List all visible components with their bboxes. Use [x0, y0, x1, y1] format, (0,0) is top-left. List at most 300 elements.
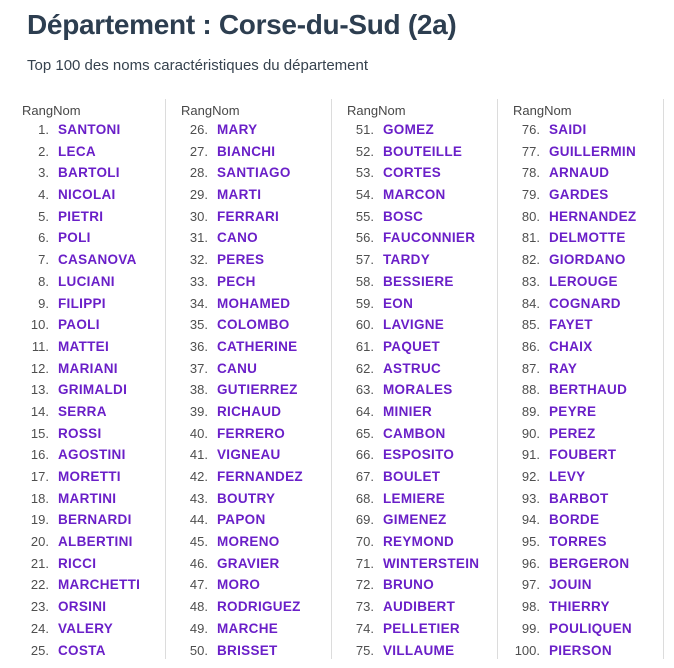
table-row: [347, 165, 497, 187]
table-row: [347, 512, 497, 534]
rank-cell: 92.: [521, 469, 540, 484]
name-link[interactable]: PEREZ: [549, 425, 596, 441]
name-header: Nom: [212, 103, 240, 118]
table-row: [347, 296, 497, 318]
table-row: [513, 382, 663, 404]
rank-cell: 89.: [521, 403, 540, 419]
rank-cell: 30.: [189, 208, 208, 224]
table-row: [22, 643, 165, 665]
column-rows: [347, 122, 497, 664]
table-row: [513, 122, 663, 144]
table-row: [22, 187, 165, 209]
name-link[interactable]: PIERSON: [549, 642, 612, 658]
table-row: [22, 491, 165, 513]
rank-cell: 98.: [521, 599, 540, 615]
rank-cell: 60.: [355, 317, 374, 333]
name-link[interactable]: SANTONI: [58, 122, 121, 137]
table-row: [181, 230, 331, 252]
name-link[interactable]: LECA: [58, 143, 96, 159]
name-link[interactable]: FOUBERT: [549, 447, 617, 463]
rank-cell: 4.: [38, 187, 49, 203]
name-link[interactable]: FERRARI: [217, 208, 280, 224]
table-row: [513, 361, 663, 383]
rank-cell: 85.: [521, 317, 540, 333]
table-row: [347, 361, 497, 383]
table-row: [347, 317, 497, 339]
name-link[interactable]: BIANCHI: [217, 143, 276, 159]
name-link[interactable]: LEROUGE: [549, 273, 618, 289]
name-link[interactable]: FILIPPI: [58, 295, 106, 311]
name-link[interactable]: BOUTEILLE: [383, 143, 463, 159]
rank-cell: 95.: [521, 534, 540, 550]
name-link[interactable]: ROSSI: [58, 425, 102, 441]
rank-cell: 7.: [38, 252, 49, 268]
column-rows: [513, 122, 663, 664]
name-link[interactable]: PERES: [217, 252, 265, 268]
table-row: [22, 122, 165, 144]
name-link[interactable]: BERGERON: [549, 555, 630, 571]
table-row: [347, 122, 497, 144]
name-link[interactable]: RODRIGUEZ: [217, 599, 301, 615]
rank-cell: 58.: [355, 273, 374, 289]
rank-cell: 96.: [521, 555, 540, 571]
rank-cell: 42.: [189, 469, 208, 484]
rank-cell: 27.: [189, 143, 208, 159]
name-link[interactable]: PAPON: [217, 512, 266, 528]
table-row: [513, 404, 663, 426]
rank-cell: 78.: [521, 165, 540, 181]
name-link[interactable]: BOSC: [383, 208, 424, 224]
name-header: Nom: [53, 103, 81, 118]
table-row: [347, 187, 497, 209]
table-row: [22, 382, 165, 404]
name-link[interactable]: TORRES: [549, 534, 607, 550]
table-row: [181, 404, 331, 426]
table-row: [513, 252, 663, 274]
rank-cell: 83.: [521, 273, 540, 289]
name-link[interactable]: WINTERSTEIN: [383, 555, 480, 571]
table-row: [22, 556, 165, 578]
table-row: [513, 643, 663, 665]
rank-cell: 69.: [355, 512, 374, 528]
name-link[interactable]: CAMBON: [383, 425, 446, 441]
name-link[interactable]: MORETTI: [58, 469, 121, 484]
name-link[interactable]: CHAIX: [549, 338, 593, 354]
rank-cell: 87.: [521, 360, 540, 376]
rank-cell: 100.: [514, 642, 540, 658]
rank-cell: 94.: [521, 512, 540, 528]
table-row: [513, 187, 663, 209]
name-link[interactable]: BERTHAUD: [549, 382, 628, 398]
name-link[interactable]: RICCI: [58, 555, 97, 571]
name-link[interactable]: SERRA: [58, 403, 107, 419]
name-link[interactable]: PAQUET: [383, 338, 441, 354]
names-column: [332, 99, 498, 659]
rank-cell: 82.: [521, 252, 540, 268]
name-link[interactable]: CANO: [217, 230, 258, 246]
name-link[interactable]: BOULET: [383, 469, 441, 484]
table-row: [181, 339, 331, 361]
name-link[interactable]: DELMOTTE: [549, 230, 626, 246]
name-link[interactable]: POLI: [58, 230, 91, 246]
table-row: [513, 317, 663, 339]
table-row: [513, 447, 663, 469]
table-row: [513, 426, 663, 448]
table-row: [22, 252, 165, 274]
table-row: [347, 230, 497, 252]
rank-cell: 62.: [355, 360, 374, 376]
name-link[interactable]: MARCON: [383, 187, 446, 203]
name-link[interactable]: BARBOT: [549, 490, 609, 506]
rank-cell: 16.: [30, 447, 49, 463]
name-link[interactable]: MINIER: [383, 403, 433, 419]
name-link[interactable]: SANTIAGO: [217, 165, 291, 181]
name-link[interactable]: LEMIERE: [383, 490, 446, 506]
rank-cell: 46.: [189, 555, 208, 571]
table-row: [513, 621, 663, 643]
rank-header: Rang: [513, 103, 545, 118]
table-row: [513, 144, 663, 166]
rank-cell: 54.: [355, 187, 374, 203]
rank-cell: 8.: [38, 273, 49, 289]
table-row: [22, 447, 165, 469]
name-link[interactable]: LAVIGNE: [383, 317, 445, 333]
name-link[interactable]: GRIMALDI: [58, 382, 128, 398]
rank-cell: 90.: [521, 425, 540, 441]
table-row: [22, 534, 165, 556]
table-row: [181, 144, 331, 166]
name-link[interactable]: VIGNEAU: [217, 447, 281, 463]
table-row: [181, 361, 331, 383]
rank-cell: 26.: [189, 122, 208, 137]
table-row: [181, 209, 331, 231]
page-subtitle: Top 100 des noms caractéristiques du département: [27, 57, 369, 74]
rank-cell: 14.: [30, 403, 49, 419]
table-row: [513, 556, 663, 578]
rank-cell: 33.: [189, 273, 208, 289]
rank-cell: 66.: [355, 447, 374, 463]
table-row: [181, 274, 331, 296]
rank-cell: 59.: [355, 295, 374, 311]
table-row: [22, 339, 165, 361]
table-row: [181, 252, 331, 274]
table-row: [181, 512, 331, 534]
table-row: [513, 534, 663, 556]
name-link[interactable]: MARY: [217, 122, 258, 137]
rank-cell: 48.: [189, 599, 208, 615]
table-row: [22, 469, 165, 491]
rank-cell: 6.: [38, 230, 49, 246]
name-link[interactable]: EON: [383, 295, 414, 311]
name-link[interactable]: PEYRE: [549, 403, 597, 419]
table-row: [347, 209, 497, 231]
table-row: [181, 296, 331, 318]
rank-header: Rang: [22, 103, 54, 118]
rank-cell: 84.: [521, 295, 540, 311]
rank-cell: 38.: [189, 382, 208, 398]
table-row: [347, 577, 497, 599]
table-row: [22, 296, 165, 318]
table-row: [181, 165, 331, 187]
name-link[interactable]: PELLETIER: [383, 620, 460, 636]
rank-cell: 61.: [355, 338, 374, 354]
rank-cell: 1.: [38, 122, 49, 137]
name-link[interactable]: POULIQUEN: [549, 620, 632, 636]
rank-cell: 24.: [30, 620, 49, 636]
table-row: [347, 599, 497, 621]
rank-cell: 49.: [189, 620, 208, 636]
rank-cell: 51.: [355, 122, 374, 137]
table-row: [181, 122, 331, 144]
rank-cell: 88.: [521, 382, 540, 398]
name-link[interactable]: BARTOLI: [58, 165, 120, 181]
name-link[interactable]: TARDY: [383, 252, 430, 268]
table-row: [347, 469, 497, 491]
rank-cell: 80.: [521, 208, 540, 224]
name-link[interactable]: BRUNO: [383, 577, 434, 593]
table-row: [22, 165, 165, 187]
table-row: [181, 382, 331, 404]
rank-cell: 13.: [30, 382, 49, 398]
name-link[interactable]: FERNANDEZ: [217, 469, 303, 484]
table-row: [22, 512, 165, 534]
name-link[interactable]: SAIDI: [549, 122, 587, 137]
rank-cell: 10.: [30, 317, 49, 333]
name-link[interactable]: GIORDANO: [549, 252, 626, 268]
name-link[interactable]: GUILLERMIN: [549, 143, 636, 159]
name-link[interactable]: MORALES: [383, 382, 453, 398]
name-link[interactable]: BRISSET: [217, 642, 278, 658]
name-link[interactable]: GOMEZ: [383, 122, 434, 137]
name-link[interactable]: AUDIBERT: [383, 599, 456, 615]
name-link[interactable]: MARIANI: [58, 360, 118, 376]
table-row: [347, 382, 497, 404]
table-row: [513, 469, 663, 491]
rank-cell: 99.: [521, 620, 540, 636]
rank-cell: 9.: [38, 295, 49, 311]
table-row: [22, 621, 165, 643]
rank-cell: 73.: [355, 599, 374, 615]
rank-cell: 52.: [355, 143, 374, 159]
table-row: [181, 534, 331, 556]
rank-cell: 97.: [521, 577, 540, 593]
name-link[interactable]: BERNARDI: [58, 512, 132, 528]
name-link[interactable]: FAYET: [549, 317, 593, 333]
name-link[interactable]: AGOSTINI: [58, 447, 126, 463]
table-row: [347, 643, 497, 665]
table-row: [22, 404, 165, 426]
table-row: [347, 339, 497, 361]
table-row: [513, 296, 663, 318]
table-row: [513, 274, 663, 296]
rank-cell: 31.: [189, 230, 208, 246]
table-row: [347, 491, 497, 513]
column-header: [22, 102, 165, 120]
rank-cell: 39.: [189, 403, 208, 419]
name-link[interactable]: BESSIERE: [383, 273, 454, 289]
rank-cell: 75.: [355, 642, 374, 658]
names-column: [0, 99, 166, 659]
rank-cell: 72.: [355, 577, 374, 593]
table-row: [22, 599, 165, 621]
name-link[interactable]: MATTEI: [58, 338, 110, 354]
table-row: [181, 577, 331, 599]
name-link[interactable]: CASANOVA: [58, 252, 137, 268]
rank-cell: 20.: [30, 534, 49, 550]
rank-cell: 57.: [355, 252, 374, 268]
rank-cell: 29.: [189, 187, 208, 203]
table-row: [22, 144, 165, 166]
rank-cell: 25.: [30, 642, 49, 658]
name-link[interactable]: VILLAUME: [383, 642, 455, 658]
table-row: [513, 165, 663, 187]
name-link[interactable]: CORTES: [383, 165, 442, 181]
rank-cell: 43.: [189, 490, 208, 506]
name-link[interactable]: CANU: [217, 360, 258, 376]
name-header: Nom: [378, 103, 406, 118]
name-link[interactable]: FAUCONNIER: [383, 230, 476, 246]
table-row: [513, 491, 663, 513]
name-link[interactable]: MARTINI: [58, 490, 117, 506]
column-header: [181, 102, 331, 120]
name-link[interactable]: BOUTRY: [217, 490, 276, 506]
rank-cell: 36.: [189, 338, 208, 354]
name-link[interactable]: FERRERO: [217, 425, 286, 441]
table-row: [347, 426, 497, 448]
table-row: [347, 534, 497, 556]
name-link[interactable]: LEVY: [549, 469, 586, 484]
name-link[interactable]: ORSINI: [58, 599, 107, 615]
rank-cell: 79.: [521, 187, 540, 203]
table-row: [181, 643, 331, 665]
rank-cell: 34.: [189, 295, 208, 311]
name-link[interactable]: MORO: [217, 577, 261, 593]
table-row: [181, 599, 331, 621]
rank-cell: 3.: [38, 165, 49, 181]
name-link[interactable]: GIMENEZ: [383, 512, 447, 528]
rank-header: Rang: [347, 103, 379, 118]
name-link[interactable]: PIETRI: [58, 208, 104, 224]
name-link[interactable]: COLOMBO: [217, 317, 290, 333]
table-row: [181, 469, 331, 491]
table-row: [22, 209, 165, 231]
table-row: [181, 426, 331, 448]
name-link[interactable]: COSTA: [58, 642, 106, 658]
rank-cell: 81.: [521, 230, 540, 246]
rank-cell: 32.: [189, 252, 208, 268]
rank-cell: 40.: [189, 425, 208, 441]
table-row: [347, 404, 497, 426]
table-row: [22, 317, 165, 339]
name-link[interactable]: ASTRUC: [383, 360, 442, 376]
name-link[interactable]: LUCIANI: [58, 273, 115, 289]
rank-cell: 19.: [30, 512, 49, 528]
rank-cell: 41.: [189, 447, 208, 463]
name-link[interactable]: MORENO: [217, 534, 280, 550]
name-header: Nom: [544, 103, 572, 118]
table-row: [181, 447, 331, 469]
name-link[interactable]: COGNARD: [549, 295, 621, 311]
name-link[interactable]: ESPOSITO: [383, 447, 455, 463]
rank-cell: 18.: [30, 490, 49, 506]
rank-cell: 47.: [189, 577, 208, 593]
rank-cell: 71.: [355, 555, 374, 571]
rank-cell: 11.: [31, 338, 49, 354]
name-link[interactable]: RICHAUD: [217, 403, 282, 419]
column-rows: [22, 122, 165, 664]
name-link[interactable]: BORDE: [549, 512, 600, 528]
name-link[interactable]: NICOLAI: [58, 187, 116, 203]
name-link[interactable]: MARCHETTI: [58, 577, 141, 593]
rank-cell: 68.: [355, 490, 374, 506]
names-column: [166, 99, 332, 659]
rank-cell: 21.: [30, 555, 49, 571]
name-link[interactable]: GRAVIER: [217, 555, 280, 571]
rank-cell: 23.: [30, 599, 49, 615]
name-link[interactable]: MARTI: [217, 187, 262, 203]
name-link[interactable]: RAY: [549, 360, 578, 376]
rank-cell: 50.: [189, 642, 208, 658]
rank-cell: 45.: [189, 534, 208, 550]
rank-cell: 37.: [189, 360, 208, 376]
rank-cell: 67.: [355, 469, 374, 484]
rank-header: Rang: [181, 103, 213, 118]
rank-cell: 5.: [38, 208, 49, 224]
rank-cell: 56.: [355, 230, 374, 246]
table-row: [181, 621, 331, 643]
rank-cell: 22.: [30, 577, 49, 593]
name-link[interactable]: CATHERINE: [217, 338, 298, 354]
department-page: [0, 8, 674, 668]
table-row: [181, 317, 331, 339]
table-row: [22, 274, 165, 296]
name-link[interactable]: ARNAUD: [549, 165, 610, 181]
table-row: [347, 252, 497, 274]
name-link[interactable]: PAOLI: [58, 317, 100, 333]
table-row: [347, 274, 497, 296]
table-row: [181, 556, 331, 578]
rank-cell: 86.: [521, 338, 540, 354]
rank-cell: 15.: [30, 425, 49, 441]
name-link[interactable]: JOUIN: [549, 577, 592, 593]
rank-cell: 74.: [355, 620, 374, 636]
name-link[interactable]: PECH: [217, 273, 256, 289]
table-row: [347, 144, 497, 166]
name-link[interactable]: MARCHE: [217, 620, 279, 636]
table-row: [513, 230, 663, 252]
name-link[interactable]: THIERRY: [549, 599, 610, 615]
table-row: [513, 599, 663, 621]
rank-cell: 28.: [189, 165, 208, 181]
name-link[interactable]: MOHAMED: [217, 295, 291, 311]
rank-cell: 76.: [521, 122, 540, 137]
column-header: [347, 102, 497, 120]
table-row: [513, 209, 663, 231]
page-title: Département : Corse-du-Sud (2a): [27, 9, 457, 40]
column-header: [513, 102, 663, 120]
name-link[interactable]: GUTIERREZ: [217, 382, 298, 398]
name-link[interactable]: ALBERTINI: [58, 534, 133, 550]
name-link[interactable]: REYMOND: [383, 534, 455, 550]
name-link[interactable]: HERNANDEZ: [549, 208, 637, 224]
rank-cell: 35.: [189, 317, 208, 333]
names-table: [0, 99, 668, 659]
table-row: [513, 512, 663, 534]
name-link[interactable]: GARDES: [549, 187, 609, 203]
table-row: [513, 339, 663, 361]
rank-cell: 2.: [38, 143, 49, 159]
name-link[interactable]: VALERY: [58, 620, 114, 636]
